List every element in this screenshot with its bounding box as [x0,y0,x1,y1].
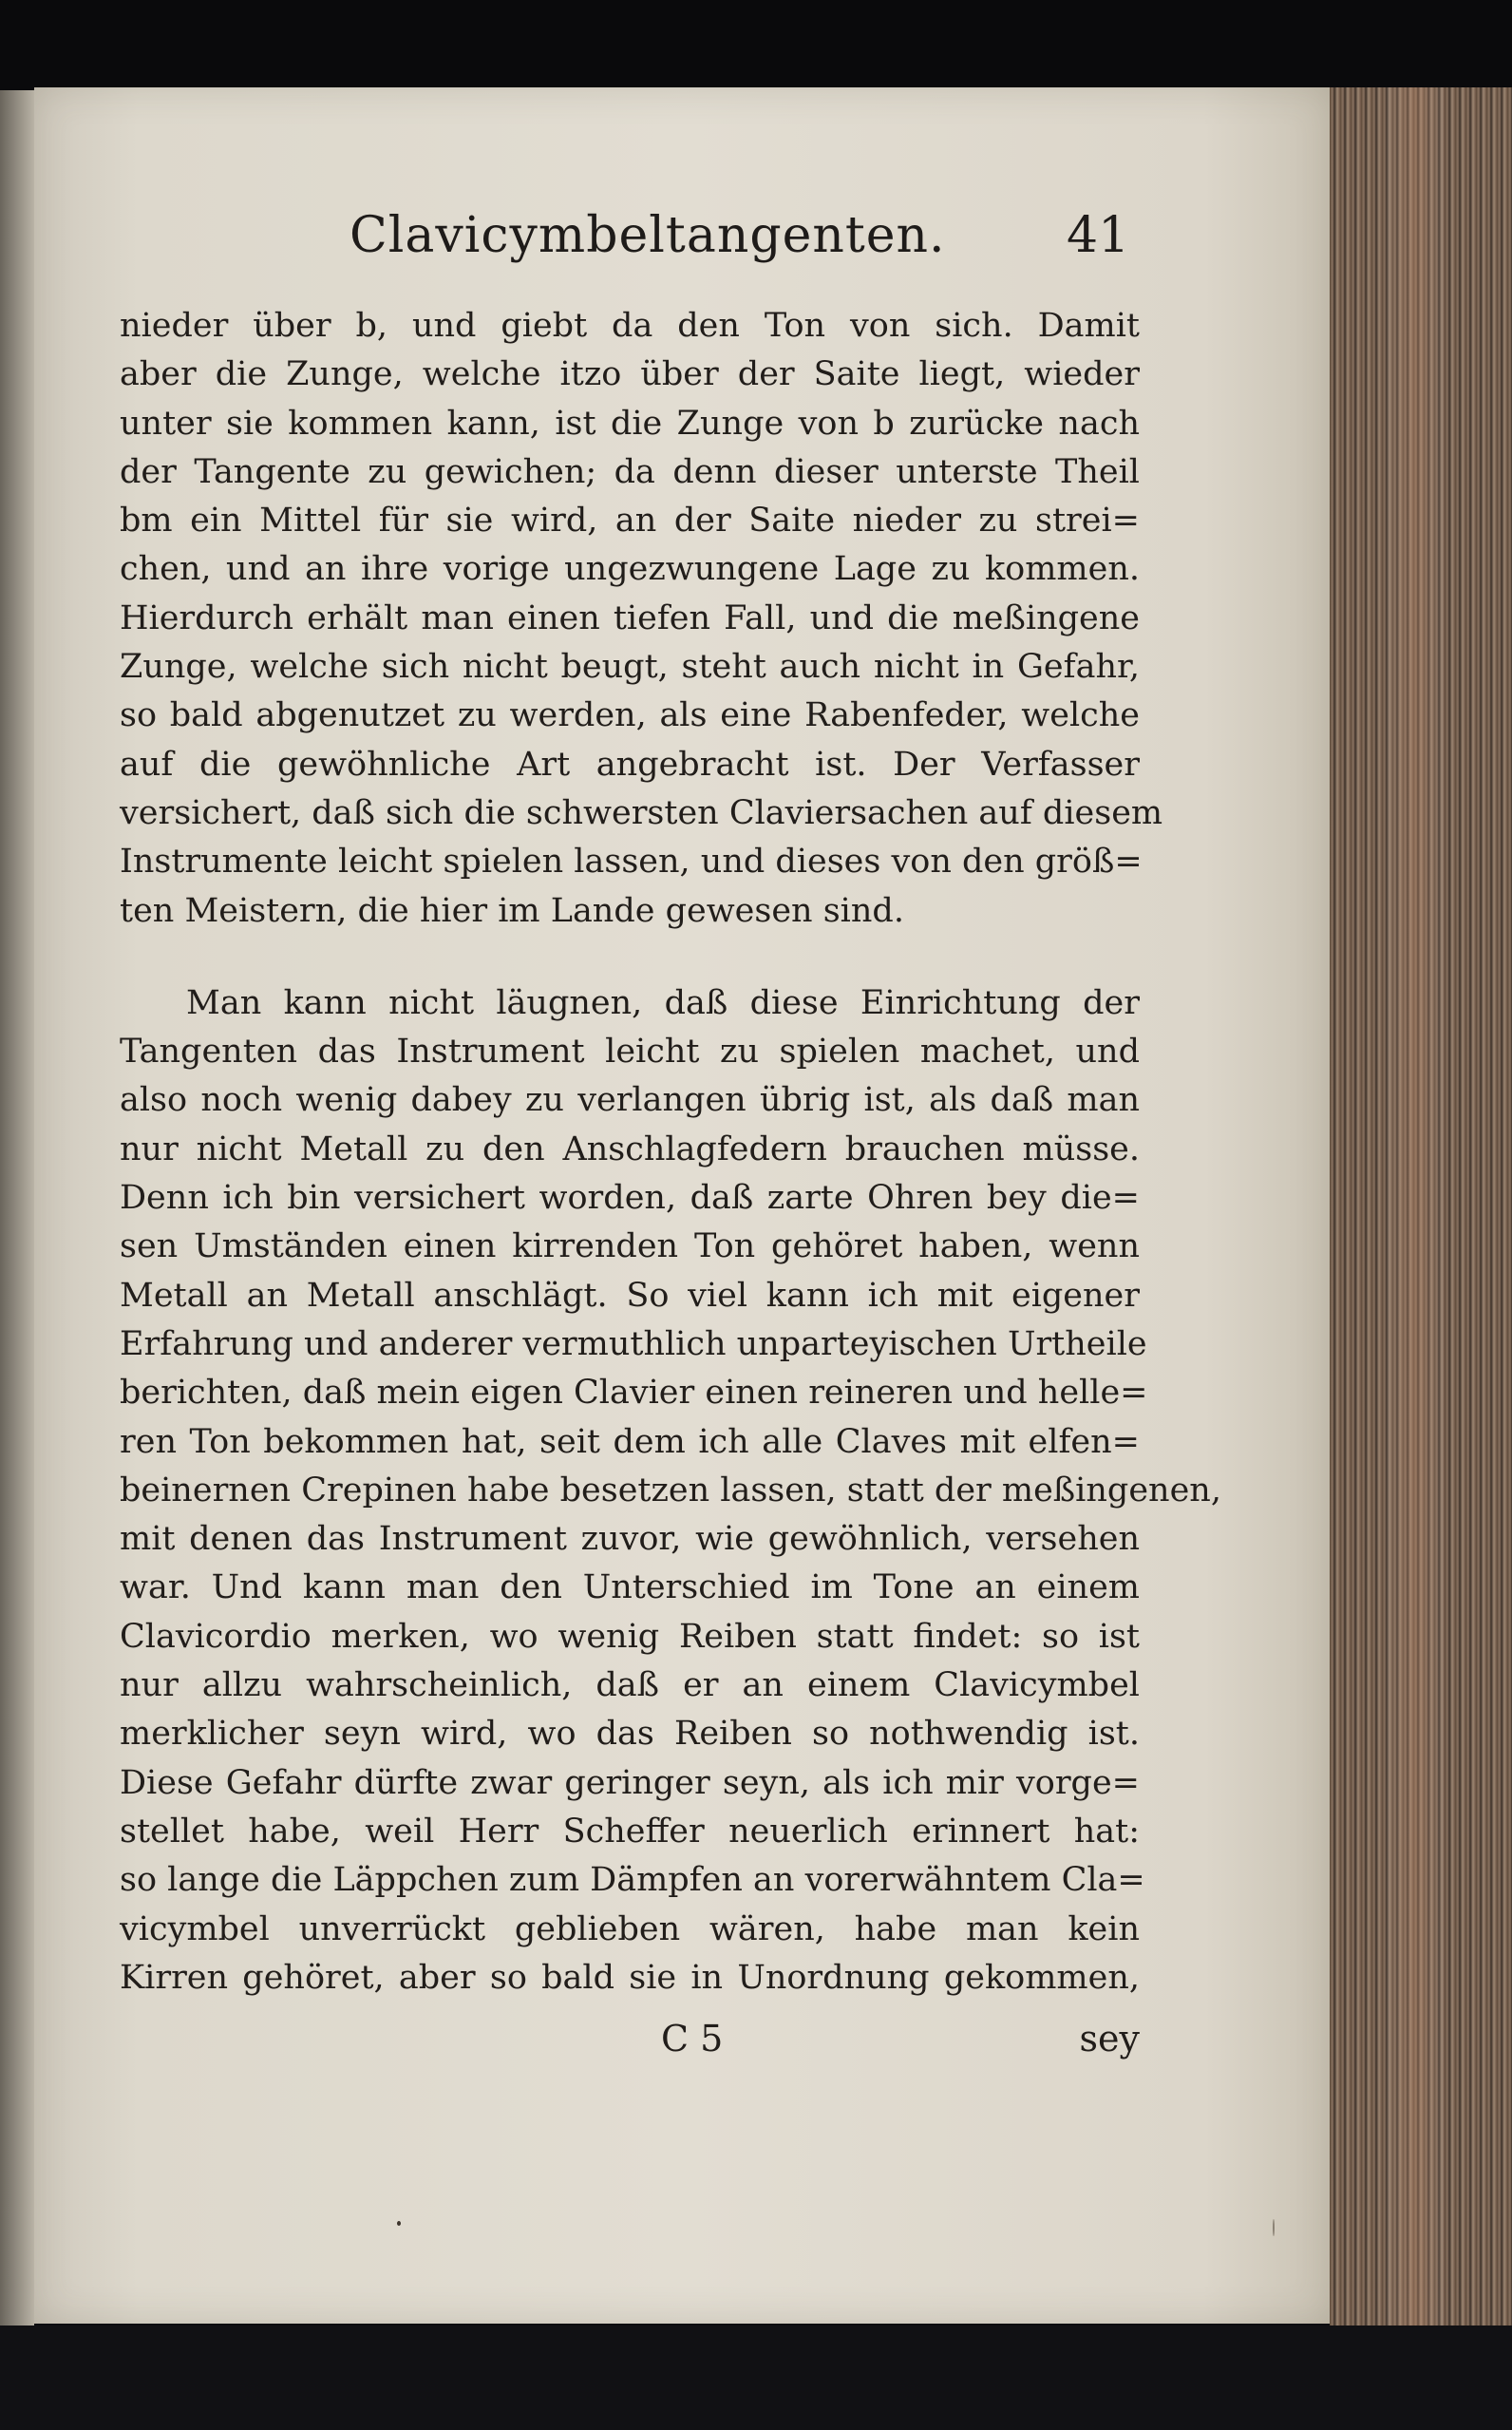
text-line: stellet habe, weil Herr Scheffer neuerlich erinnert hat: [120,1812,1140,1851]
page-header [350,207,1138,274]
text-line: war. Und kann man den Unterschied im Tone an einem [120,1568,1140,1607]
text-line: ren Ton bekommen hat, seit dem ich alle Claves mit elfen= [120,1422,1140,1461]
text-line: also noch wenig dabey zu verlangen übrig ist, als daß man [120,1081,1140,1120]
text-line: Diese Gefahr dürfte zwar geringer seyn, als ich mir vorge= [120,1763,1140,1802]
dark-background-top [0,0,1512,90]
text-line: versichert, daß sich die schwersten Claviersachen auf diesem [120,793,1163,832]
text-line: auf die gewöhnliche Art angebracht ist. Der Verfasser [120,745,1140,784]
text-line: Instrumente leicht spielen lassen, und dieses von den größ= [120,843,1143,882]
paragraph-2 [120,979,1221,2003]
running-title: Clavicymbeltangenten. [350,207,946,264]
text-line: Tangenten das Instrument leicht zu spielen machet, und [120,1033,1140,1072]
ink-speck [1273,2219,1275,2236]
body-text [120,302,1221,2003]
text-line: nur allzu wahrscheinlich, daß er an einem Clavicymbel [120,1666,1140,1705]
text-line: nur nicht Metall zu den Anschlagfedern brauchen müsse. [120,1130,1140,1168]
text-line: Clavicordio merken, wo wenig Reiben statt findet: so ist [120,1617,1140,1656]
text-line: Erfahrung und anderer vermuthlich unparteyischen Urtheile [120,1324,1147,1363]
text-line: der Tangente zu gewichen; da denn dieser unterste Theil [120,452,1140,491]
text-line: mit denen das Instrument zuvor, wie gewöhnlich, versehen [120,1520,1140,1559]
text-line: beinernen Crepinen habe besetzen lassen, statt der meßingenen, [120,1471,1221,1509]
facing-page-edge [0,90,34,2326]
text-line: unter sie kommen kann, ist die Zunge von b zurücke nach [120,404,1140,443]
text-line: Metall an Metall anschlägt. So viel kann ich mit eigener [120,1276,1140,1315]
text-line: so bald abgenutzet zu werden, als eine Rabenfeder, welche [120,696,1140,735]
text-line: Denn ich bin versichert worden, daß zarte Ohren bey die= [120,1179,1140,1218]
fore-edge-sheen [1387,87,1444,2326]
page-number: 41 [1067,207,1130,264]
text-line: Zunge, welche sich nicht beugt, steht auch nicht in Gefahr, [120,648,1140,687]
signature-mark: C 5 [661,2018,724,2060]
text-line: aber die Zunge, welche itzo über der Saite liegt, wieder [120,355,1140,394]
text-line: sen Umständen einen kirrenden Ton gehöret haben, wenn [120,1227,1140,1266]
text-line: so lange die Läppchen zum Dämpfen an vorerwähntem Cla= [120,1861,1145,1900]
text-line: chen, und an ihre vorige ungezwungene Lage zu kommen. [120,550,1140,589]
page-footer [120,2018,1140,2075]
ink-speck [397,2221,401,2226]
text-line: ten Meistern, die hier im Lande gewesen sind. [120,891,904,930]
text-line: bm ein Mittel für sie wird, an der Saite nieder zu strei= [120,502,1140,541]
paragraph-1 [120,302,1163,936]
text-line: berichten, daß mein eigen Clavier einen reineren und helle= [120,1374,1148,1413]
text-line: Hierdurch erhält man einen tiefen Fall, und die meßingene [120,598,1140,637]
text-line: Man kann nicht läugnen, daß diese Einrichtung der [186,983,1140,1022]
text-line: merklicher seyn wird, wo das Reiben so nothwendig ist. [120,1715,1140,1754]
catchword: sey [1079,2018,1140,2060]
page-edges-fore-edge [1330,87,1512,2326]
dark-background-bottom [0,2326,1512,2430]
text-line: Kirren gehöret, aber so bald sie in Unordnung gekommen, [120,1958,1140,1997]
text-line: vicymbel unverrückt geblieben wären, habe man kein [120,1909,1140,1948]
text-line: nieder über b, und giebt da den Ton von sich. Damit [120,307,1140,345]
